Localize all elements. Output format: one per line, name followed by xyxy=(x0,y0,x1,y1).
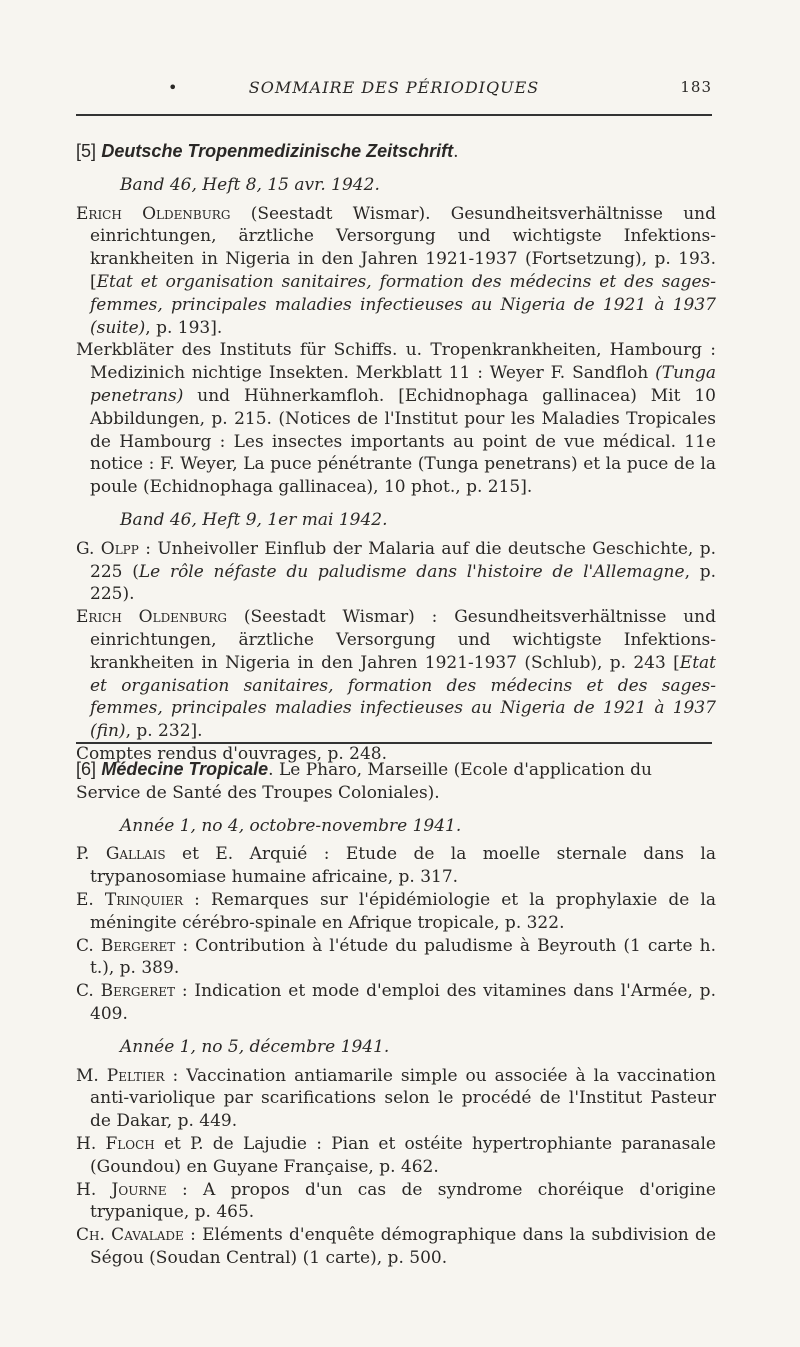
entry-author: C. Bergeret xyxy=(76,935,176,956)
header-dot: • xyxy=(168,78,179,97)
bibliographic-entry xyxy=(76,339,716,499)
section-6 xyxy=(76,758,716,1270)
journal-suffix: . Le Pharo, Marseille (Ecole d'application du Service de Santé des Troupes Coloniales). xyxy=(76,760,653,803)
issue-label: Band 46, Heft 9, 1er mai 1942. xyxy=(120,509,388,530)
bibliographic-entry xyxy=(76,1224,716,1270)
issue-label: Année 1, no 4, octobre-novembre 1941. xyxy=(120,815,462,836)
entry-tail: und Hühnerkamfloh. [Echidnophaga gallinacea) Mit 10 Abbildungen, p. 215. (Notices de l'Institut pour les Maladies Tropicales de Hambourg : Les insectes importants au point de vue médical. 11e notice : F. Weyer, La puce pénétrante (Tunga penetrans) et la puce de la poule (Echidnophaga gallinacea), 10 phot., p. 215]. xyxy=(90,385,716,498)
entry-text: : Eléments d'enquête démographique dans la subdivision de Ségou (Soudan Central) (1 carte), p. 500. xyxy=(90,1225,716,1268)
entry-italic: (Tunga penetrans) xyxy=(90,363,716,406)
entry-text: (Seestadt Wismar) : Gesundheitsverhältnisse und einrichtungen, ärztliche Versorgung und wichtigste Infektions-krankheiten in Nigeria in den Jahren 1921-1937 (Schlub), p. 243 [ xyxy=(90,607,716,673)
section-divider xyxy=(76,742,712,744)
entry-author: C. Bergeret xyxy=(76,981,176,1002)
running-header xyxy=(76,78,712,102)
bibliographic-entry xyxy=(76,980,716,1026)
section-5-body xyxy=(76,174,716,766)
entry-text: : Vaccination antiamarile simple ou associée à la vaccination anti-variolique par scarifications selon le procédé de l'Institut Pasteur de Dakar, p. 449. xyxy=(90,1065,716,1132)
entry-author: H. Floch xyxy=(76,1133,155,1154)
bibliographic-entry xyxy=(76,1065,716,1133)
entry-text: : Indication et mode d'emploi des vitamines dans l'Armée, p. 409. xyxy=(90,981,716,1024)
journal-heading xyxy=(76,140,716,164)
page-number: 183 xyxy=(680,78,712,96)
entry-italic: Le rôle néfaste du paludisme dans l'histoire de l'Allemagne xyxy=(138,561,685,582)
entry-text: Merkbläter des Instituts für Schiffs. u. Tropenkrankheiten, Hambourg : Medizinich nichtige Insekten. Merkblatt 11 : Weyer F. Sandfloh xyxy=(76,340,716,384)
journal-name: Deutsche Tropenmedizinische Zeitschrift xyxy=(101,141,454,161)
journal-suffix: . xyxy=(453,142,459,162)
entry-author: Erich Oldenburg xyxy=(76,607,227,628)
bibliographic-entry xyxy=(76,1179,716,1225)
entry-author: G. Olpp xyxy=(76,538,139,559)
entry-tail: , p. 225). xyxy=(90,561,717,605)
entry-text: : Remarques sur l'épidémiologie et la prophylaxie de la méningite cérébro-spinale en Afrique tropicale, p. 322. xyxy=(90,889,716,933)
journal-name: Médecine Tropicale xyxy=(101,759,269,779)
section-number: [5] xyxy=(76,141,97,161)
entry-italic: Etat et organisation sanitaires, formation des médecins et des sages-femmes, principales maladies infectieuses au Nigeria de 1921 à 1937 (fin) xyxy=(90,652,716,742)
header-rule xyxy=(76,114,712,116)
entry-author: H. Journe xyxy=(76,1179,167,1200)
entry-author: E. Trinquier xyxy=(76,889,184,910)
entry-text: et E. Arquié : Etude de la moelle sternale dans la trypanosomiase humaine africaine, p. 317. xyxy=(90,844,716,888)
entry-text: et P. de Lajudie : Pian et ostéite hypertrophiante paranasale (Goundou) en Guyane Française, p. 462. xyxy=(90,1133,716,1177)
journal-heading xyxy=(76,758,716,805)
entry-text: Comptes rendus d'ouvrages, p. 248. xyxy=(76,743,387,764)
entry-author: P. Gallais xyxy=(76,844,166,865)
entry-italic: Etat et organisation sanitaires, formation des médecins et des sages-femmes, principales maladies infectieuses au Nigeria de 1921 à 1937 (suite) xyxy=(90,271,716,338)
bibliographic-entry xyxy=(76,1133,716,1179)
entry-author: Ch. Cavalade xyxy=(76,1225,184,1246)
section-5 xyxy=(76,140,716,766)
bibliographic-entry xyxy=(76,935,716,981)
issue-label: Band 46, Heft 8, 15 avr. 1942. xyxy=(120,174,380,195)
bibliographic-entry xyxy=(76,606,716,743)
header-title: SOMMAIRE DES PÉRIODIQUES xyxy=(248,78,540,97)
entry-text: : Contribution à l'étude du paludisme à Beyrouth (1 carte h. t.), p. 389. xyxy=(90,935,716,979)
entry-tail: , p. 193]. xyxy=(145,317,223,338)
entry-text: (Seestadt Wismar). Gesundheitsverhältnisse und einrichtungen, ärztliche Versorgung und wichtigste Infektions-krankheiten in Nigeria in den Jahren 1921-1937 (Fortsetzung), p. 193. [ xyxy=(90,203,716,292)
bibliographic-entry xyxy=(76,538,716,606)
bibliographic-entry xyxy=(76,203,716,340)
bibliographic-entry xyxy=(76,843,716,889)
entry-tail: , p. 232]. xyxy=(125,721,203,742)
bibliographic-entry xyxy=(76,889,716,935)
entry-text: : A propos d'un cas de syndrome choréique d'origine trypanique, p. 465. xyxy=(90,1179,716,1223)
section-number: [6] xyxy=(76,759,97,779)
entry-author: Erich Oldenburg xyxy=(76,203,231,224)
issue-label: Année 1, no 5, décembre 1941. xyxy=(120,1036,390,1057)
entry-author: M. Peltier xyxy=(76,1065,165,1086)
section-6-body xyxy=(76,815,716,1270)
entry-text: : Unheivoller Einflub der Malaria auf die deutsche Geschichte, p. 225 ( xyxy=(90,538,716,582)
